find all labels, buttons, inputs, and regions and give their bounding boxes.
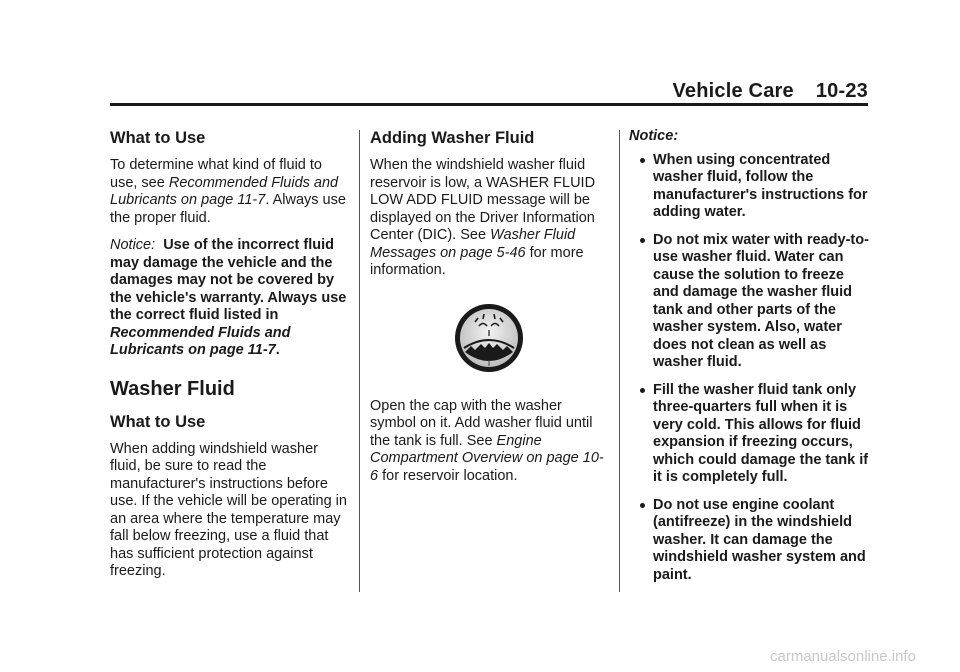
- notice-bullet-list: [629, 152, 869, 585]
- xref-engine-compartment[interactable]: Engine Compartment Overview on page 10-6: [370, 432, 604, 484]
- column-divider-1: [359, 130, 360, 592]
- paragraph-fluid-type: To determine what kind of fluid to use, see Recommended Fluids and Lubricants on page 11-7. Always use the proper fluid.: [110, 157, 346, 226]
- notice-label: Notice:: [110, 237, 156, 253]
- list-item: Fill the washer fluid tank only three-quarters full when it is very cold. This allows for fluid expansion if freezing occurs, which could damage the tank if it is completely full.: [653, 381, 869, 485]
- header-rule: [110, 103, 868, 106]
- watermark: carmanualsonline.info: [770, 648, 916, 665]
- symbol-container: [370, 302, 608, 374]
- xref-washer-fluid-messages[interactable]: Washer Fluid Messages on page 5-46: [370, 227, 576, 261]
- xref-recommended-fluids-2[interactable]: Recommended Fluids and Lubricants on page 11-7: [110, 324, 291, 358]
- paragraph-adding-fluid: When adding windshield washer fluid, be sure to read the manufacturer's instructions before use. If the vehicle will be operating in an area where the temperature may fall below freezing, use a fluid that has sufficient protection against freezing.: [110, 440, 347, 579]
- header-text: [672, 80, 868, 103]
- column-3: [629, 128, 869, 594]
- column-1: [110, 128, 348, 591]
- heading-adding-washer-fluid: Adding Washer Fluid: [370, 129, 535, 147]
- list-item: Do not use engine coolant (antifreeze) in the windshield washer. It can damage the windshield washer system and paint.: [653, 497, 869, 585]
- heading-what-to-use-2: What to Use: [110, 412, 206, 431]
- list-item: Do not mix water with ready-to-use washer fluid. Water can cause the solution to freeze and damage the washer fluid tank and other parts of the washer system. Also, water does not clean as well as washer fluid.: [653, 231, 869, 370]
- column-2: [370, 128, 608, 495]
- list-item: When using concentrated washer fluid, follow the manufacturer's instructions for adding water.: [653, 151, 868, 220]
- notice-title: Notice:: [629, 128, 679, 144]
- heading-what-to-use: What to Use: [110, 129, 206, 147]
- paragraph-open-cap: Open the cap with the washer symbol on it. Add washer fluid until the tank is full. See Engine Compartment Overview on page 10-6 for reservoir location.: [370, 397, 604, 484]
- notice-paragraph: Notice: Use of the incorrect fluid may damage the vehicle and the damages may not be covered by the vehicle's warranty. Always use the correct fluid listed in Recommended Fluids and Lubricants on page 11-7.: [110, 237, 347, 358]
- paragraph-low-fluid: When the windshield washer fluid reservoir is low, a WASHER FLUID LOW ADD FLUID message will be displayed on the Driver Information Center (DIC). See Washer Fluid Messages on page 5-46 for more information.: [370, 157, 596, 278]
- xref-recommended-fluids[interactable]: Recommended Fluids and Lubricants on page 11-7: [110, 174, 339, 208]
- section-title: Vehicle Care: [672, 80, 794, 102]
- page-number: 10-23: [815, 80, 868, 102]
- column-divider-2: [619, 130, 620, 592]
- heading-washer-fluid: Washer Fluid: [110, 377, 235, 400]
- washer-fluid-symbol-icon: [453, 302, 525, 374]
